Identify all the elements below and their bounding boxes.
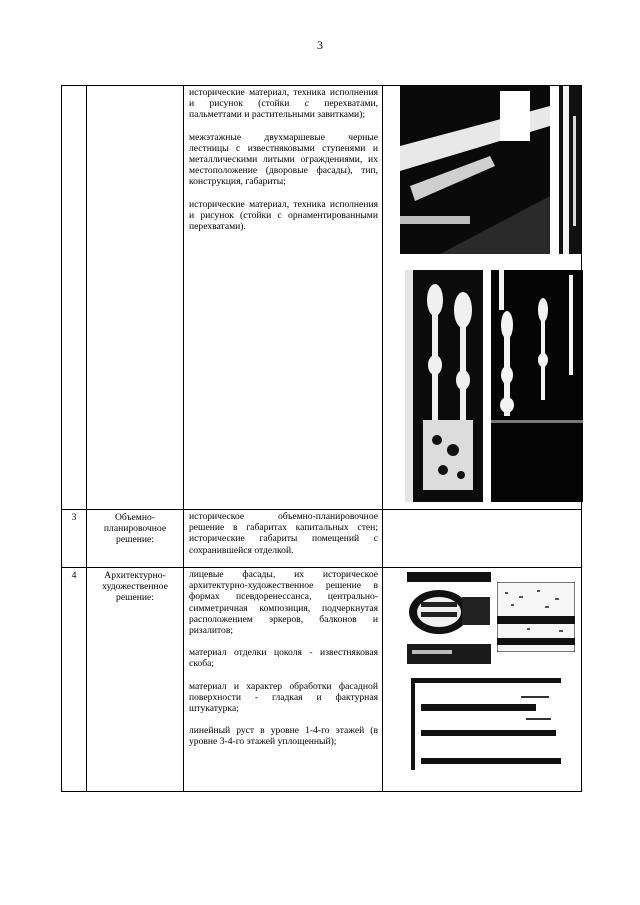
section-title: Объемно-планировочное решение: [87, 510, 184, 568]
facade-texture-photo [497, 582, 575, 652]
description-paragraph: исторические материал, техника исполнения и рисунок (стойки с орнаментированными перехватами). [189, 198, 378, 233]
page-number: 3 [317, 38, 323, 52]
table-row [62, 510, 582, 568]
row-number: 4 [62, 568, 87, 792]
railing-photo-small [559, 86, 581, 254]
photo-cell [383, 568, 582, 792]
staircase-photo [400, 86, 550, 254]
plinth-photo [407, 572, 491, 664]
description-cell [184, 568, 383, 792]
row-number: 3 [62, 510, 87, 568]
photo-cell [383, 510, 582, 568]
photo-cell [383, 86, 582, 510]
table-row [62, 568, 582, 792]
description-paragraph: материал отделки цоколя - известняковая скоба; [189, 647, 378, 670]
baluster-photo-left [405, 270, 483, 502]
description-paragraph: межэтажные двухмаршевые черные лестницы с известняковыми ступенями и металлическими литыми ограждениями, их местоположение (дворовые фасады), тип, конструкция, габариты; [189, 131, 378, 188]
section-title: Архитектурно-художественное решение: [87, 568, 184, 792]
table-row [62, 86, 582, 510]
rustication-photo [411, 678, 561, 770]
description-paragraph: исторические материал, техника исполнения и рисунок (стойки с перехватами, пальметтами и растительными завитками); [189, 87, 378, 121]
description-cell [184, 510, 383, 568]
section-title [87, 86, 184, 510]
row-number [62, 86, 87, 510]
baluster-photo-right [491, 270, 583, 502]
description-paragraph: лицевые фасады, их историческое архитектурно-художественное решение в формах псевдоренессанса, центрально-симметричная композиция, подчеркнутая расположением эркеров, балконов и ризалитов; [189, 569, 378, 637]
protection-subject-table [61, 85, 582, 792]
description-cell [184, 86, 383, 510]
description-paragraph: историческое объемно-планировочное решение в габаритах капитальных стен; исторические габариты помещений с сохранившейся отделкой. [189, 511, 378, 556]
description-paragraph: линейный руст в уровне 1-4-го этажей (в уровне 3-4-го этажей уплощенный); [189, 725, 378, 748]
description-paragraph: материал и характер обработки фасадной поверхности - гладкая и фактурная штукатурка; [189, 680, 378, 715]
